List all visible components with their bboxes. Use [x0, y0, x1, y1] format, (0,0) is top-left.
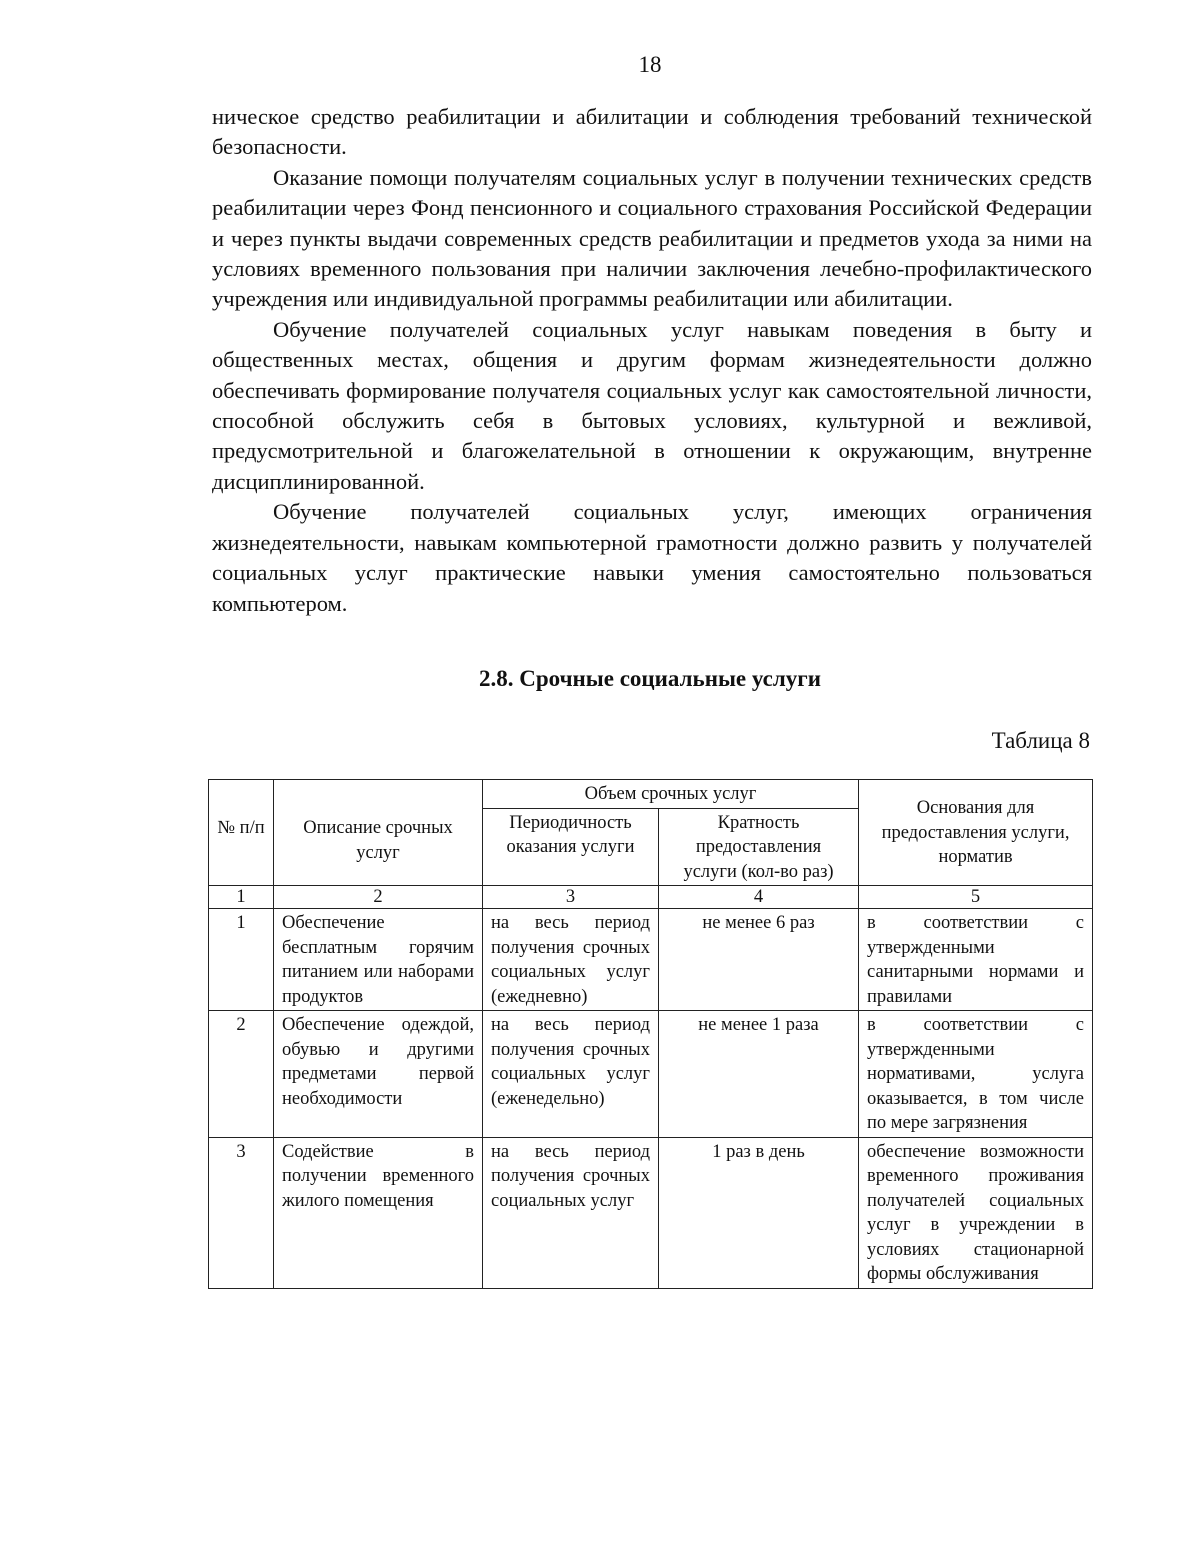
header-periodicity: Периодичность оказания услуги — [483, 808, 659, 886]
header-number: № п/п — [209, 780, 274, 886]
section-heading: 2.8. Срочные социальные услуги — [479, 666, 821, 691]
table-header-row — [209, 780, 1093, 809]
paragraph-continuation: ническое средство реабилитации и абилитации и соблюдения требований технической безопасности. — [212, 104, 1092, 160]
row-description: Обеспечение бесплатным горячим питанием или наборами продуктов — [274, 909, 483, 1011]
row-number: 3 — [209, 1137, 274, 1288]
page-number: 18 — [638, 52, 662, 77]
row-periodicity: на весь период получения срочных социальных услуг — [483, 1137, 659, 1288]
row-periodicity: на весь период получения срочных социальных услуг (ежедневно) — [483, 909, 659, 1011]
row-periodicity: на весь период получения срочных социальных услуг (еженедельно) — [483, 1011, 659, 1138]
row-basis: в соответствии с утвержденными нормативами, услуга оказывается, в том числе по мере загрязнения — [859, 1011, 1093, 1138]
table-caption: Таблица 8 — [991, 728, 1090, 753]
table-row — [209, 909, 1093, 1011]
row-number: 1 — [209, 909, 274, 1011]
table-row — [209, 1011, 1093, 1138]
services-table — [208, 779, 1093, 1289]
header-frequency: Кратность предоставления услуги (кол-во раз) — [659, 808, 859, 886]
row-description: Обеспечение одеждой, обувью и другими предметами первой необходимости — [274, 1011, 483, 1138]
row-basis: обеспечение возможности временного проживания получателей социальных услуг в учреждении в условиях стационарной формы обслуживания — [859, 1137, 1093, 1288]
header-volume-group: Объем срочных услуг — [483, 780, 859, 809]
column-number: 2 — [274, 886, 483, 909]
paragraph: Оказание помощи получателям социальных услуг в получении технических средств реабилитации через Фонд пенсионного и социального страхования Российской Федерации и через пункты выдачи современных средств реабилитации и предметов ухода за ними на условиях временного пользования при наличии заключения лечебно-профилактического учреждения или индивидуальной программы реабилитации или абилитации. — [212, 164, 1092, 312]
table-row — [209, 1137, 1093, 1288]
column-number: 3 — [483, 886, 659, 909]
row-frequency: не менее 6 раз — [659, 909, 859, 1011]
paragraph: Обучение получателей социальных услуг навыкам поведения в быту и общественных местах, общения и другим формам жизнедеятельности должно обеспечивать формирование получателя социальных услуг как самостоятельной личности, способной обслужить себя в бытовых условиях, культурной и вежливой, предусмотрительной и благожелательной в отношении к окружающим, внутренне дисциплинированной. — [212, 316, 1092, 494]
header-basis: Основания для предоставления услуги, норматив — [859, 780, 1093, 886]
row-description: Содействие в получении временного жилого помещения — [274, 1137, 483, 1288]
column-number-row — [209, 886, 1093, 909]
paragraph: Обучение получателей социальных услуг, имеющих ограничения жизнедеятельности, навыкам компьютерной грамотности должно развить у получателей социальных услуг практические навыки умения самостоятельно пользоваться компьютером. — [212, 499, 1092, 616]
row-frequency: не менее 1 раза — [659, 1011, 859, 1138]
column-number: 4 — [659, 886, 859, 909]
column-number: 1 — [209, 886, 274, 909]
column-number: 5 — [859, 886, 1093, 909]
row-frequency: 1 раз в день — [659, 1137, 859, 1288]
row-number: 2 — [209, 1011, 274, 1138]
header-description: Описание срочных услуг — [274, 780, 483, 886]
row-basis: в соответствии с утвержденными санитарными нормами и правилами — [859, 909, 1093, 1011]
body-text — [212, 102, 1092, 619]
